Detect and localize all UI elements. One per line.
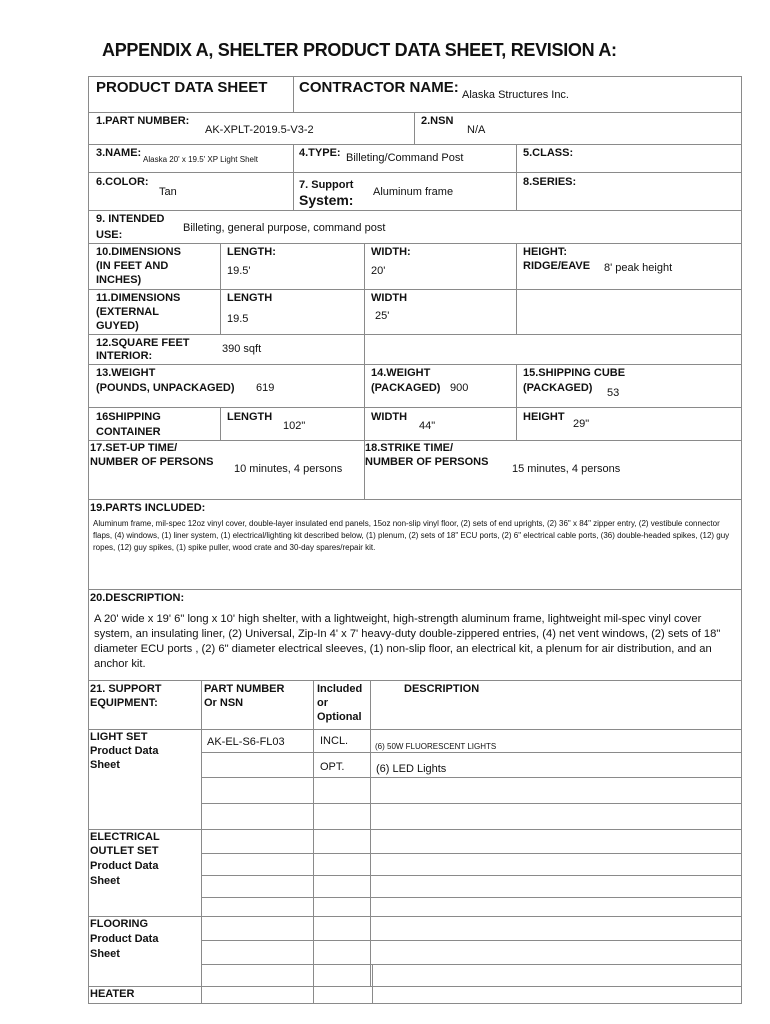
heater-label: HEATER — [90, 988, 135, 1000]
shipping-container-label-line2: CONTAINER — [96, 426, 161, 438]
setup-time-label-line2: NUMBER OF PERSONS — [90, 456, 214, 468]
ext-dim-label-line3: GUYED) — [96, 320, 139, 332]
contractor-label: CONTRACTOR NAME: — [299, 79, 459, 96]
support-system-label-line2: System: — [299, 192, 354, 208]
shipping-cube-value: 53 — [607, 387, 620, 399]
class-label: 5.CLASS: — [523, 147, 574, 159]
electrical-label-line1: ELECTRICAL — [90, 831, 160, 843]
support-system-value: Aluminum frame — [373, 186, 454, 198]
support-system-label — [299, 175, 353, 192]
light-set-label-line1: LIGHT SET — [90, 731, 148, 743]
container-height-value: 29" — [573, 418, 590, 430]
included-header-line2: or — [317, 697, 328, 709]
dim-label-line1: 10.DIMENSIONS — [96, 246, 181, 258]
parts-included-label: 19.PARTS INCLUDED: — [90, 502, 206, 514]
flooring-label-line3: Sheet — [90, 948, 120, 960]
contractor-value: Alaska Structures Inc. — [462, 89, 569, 101]
ext-length-label: LENGTH — [227, 292, 273, 304]
part-number-label: 1.PART NUMBER: — [96, 115, 190, 127]
weight-label-line2: (POUNDS, UNPACKAGED) — [96, 382, 235, 394]
ridge-eave-label: RIDGE/EAVE — [523, 260, 591, 272]
page-title: APPENDIX A, SHELTER PRODUCT DATA SHEET, REVISION A: — [102, 40, 617, 60]
electrical-label-line2: OUTLET SET — [90, 845, 159, 857]
ext-dim-label-line1: 11.DIMENSIONS — [96, 292, 181, 304]
light-set-label-line2: Product Data — [90, 745, 159, 757]
container-width-label: WIDTH — [371, 411, 408, 423]
weight-packaged-value: 900 — [450, 382, 469, 394]
height-label: HEIGHT: — [523, 246, 567, 258]
light-row-1-incl: INCL. — [320, 735, 349, 747]
description-text: A 20' wide x 19' 6" long x 10' high shelter, with a lightweight, high-strength aluminum frame, lightweight mil-spec vinyl cover system, an insulating liner, (2) Universal, Zip-In 4' x 7' heavy-duty double-zippered entries, (4) net vent windows, (2) sets of 18" diameter ECU ports , (2) 6" diameter electrical sleeves, (1) non-slip floor, an electrical kit, a plenum for air distribution, and an anchor kit. — [94, 613, 721, 670]
type-value: Billeting/Command Post — [346, 152, 464, 164]
shipping-container-label-line1: 16SHIPPING — [96, 411, 161, 423]
included-header-line1: Included — [317, 683, 363, 695]
light-row-2-incl: OPT. — [320, 761, 345, 773]
strike-time-label-line2: NUMBER OF PERSONS — [365, 456, 489, 468]
length-value: 19.5' — [227, 265, 251, 277]
series-label: 8.SERIES: — [523, 176, 577, 188]
sqft-label-line2: INTERIOR: — [96, 350, 153, 362]
weight-value: 619 — [256, 382, 275, 394]
setup-time-value: 10 minutes, 4 persons — [234, 463, 343, 475]
strike-time-label-line1: 18.STRIKE TIME/ — [365, 442, 454, 454]
ext-width-label: WIDTH — [371, 292, 408, 304]
dim-label-line2: (IN FEET AND — [96, 260, 169, 272]
ext-length-value: 19.5 — [227, 313, 249, 325]
light-row-1-desc: (6) 50W FLUORESCENT LIGHTS — [375, 742, 497, 751]
support-equipment-label-line1: 21. SUPPORT — [90, 683, 162, 695]
weight-packaged-label-line1: 14.WEIGHT — [371, 367, 431, 379]
dim-label-line3: INCHES) — [96, 274, 142, 286]
shipping-cube-label-line1: 15.SHIPPING CUBE — [523, 367, 626, 379]
part-number-value: AK-XPLT-2019.5-V3-2 — [205, 124, 314, 136]
support-label-line1: 7. Support — [299, 179, 354, 191]
sqft-value: 390 sqft — [222, 343, 262, 355]
nsn-label: 2.NSN — [421, 115, 454, 127]
light-row-2-desc: (6) LED Lights — [376, 763, 447, 775]
included-header-line3: Optional — [317, 711, 362, 723]
intended-use-value: Billeting, general purpose, command post — [183, 222, 386, 234]
light-row-1-part: AK-EL-S6-FL03 — [207, 736, 285, 748]
container-height-label: HEIGHT — [523, 411, 565, 423]
weight-packaged-label-line2: (PACKAGED) — [371, 382, 441, 394]
intended-use-label-line1: 9. INTENDED — [96, 213, 165, 225]
length-label: LENGTH: — [227, 246, 276, 258]
shipping-cube-label-line2: (PACKAGED) — [523, 382, 593, 394]
support-equipment-label-line2: EQUIPMENT: — [90, 697, 158, 709]
height-value: 8' peak height — [604, 262, 673, 274]
name-label: 3.NAME: — [96, 147, 142, 159]
ext-dim-label-line2: (EXTERNAL — [96, 306, 159, 318]
weight-label-line1: 13.WEIGHT — [96, 367, 156, 379]
sqft-label-line1: 12.SQUARE FEET — [96, 337, 190, 349]
intended-use-label-line2: USE: — [96, 229, 123, 241]
part-number-header-line1: PART NUMBER — [204, 683, 285, 695]
container-width-value: 44" — [419, 420, 436, 432]
description-header: DESCRIPTION — [404, 683, 480, 695]
product-data-sheet-heading: PRODUCT DATA SHEET — [96, 79, 268, 96]
type-label: 4.TYPE: — [299, 147, 341, 159]
description-label: 20.DESCRIPTION: — [90, 592, 185, 604]
electrical-label-line4: Sheet — [90, 875, 120, 887]
container-length-label: LENGTH — [227, 411, 273, 423]
color-value: Tan — [159, 186, 177, 198]
name-value: Alaska 20' x 19.5' XP Light Shelt — [143, 155, 258, 164]
flooring-label-line2: Product Data — [90, 933, 159, 945]
strike-time-value: 15 minutes, 4 persons — [512, 463, 621, 475]
width-label: WIDTH: — [371, 246, 411, 258]
container-length-value: 102" — [283, 420, 306, 432]
ext-width-value: 25' — [375, 310, 390, 322]
width-value: 20' — [371, 265, 386, 277]
flooring-label-line1: FLOORING — [90, 918, 149, 930]
light-set-label-line3: Sheet — [90, 759, 120, 771]
parts-included-text: Aluminum frame, mil-spec 12oz vinyl cover, double-layer insulated end panels, 15oz non-slip vinyl floor, (2) sets of end uprights, (2) 36" x 84" zipper entry, (2) vestibule connector flaps, (4) windows, (1) liner system, (1) electrical/lighting kit described below, (1) plenum, (2) sets of 18" ECU ports, (2) 6" electrical cable ports, (36) double-headed spikes, (12) guy ropes, (12) guy spikes, (1) spike puller, wood crate and 30-day spares/repair kit. — [93, 519, 730, 552]
color-label: 6.COLOR: — [96, 176, 149, 188]
electrical-label-line3: Product Data — [90, 860, 159, 872]
part-number-header-line2: Or NSN — [204, 697, 244, 709]
nsn-value: N/A — [467, 124, 486, 136]
setup-time-label-line1: 17.SET-UP TIME/ — [90, 442, 178, 454]
